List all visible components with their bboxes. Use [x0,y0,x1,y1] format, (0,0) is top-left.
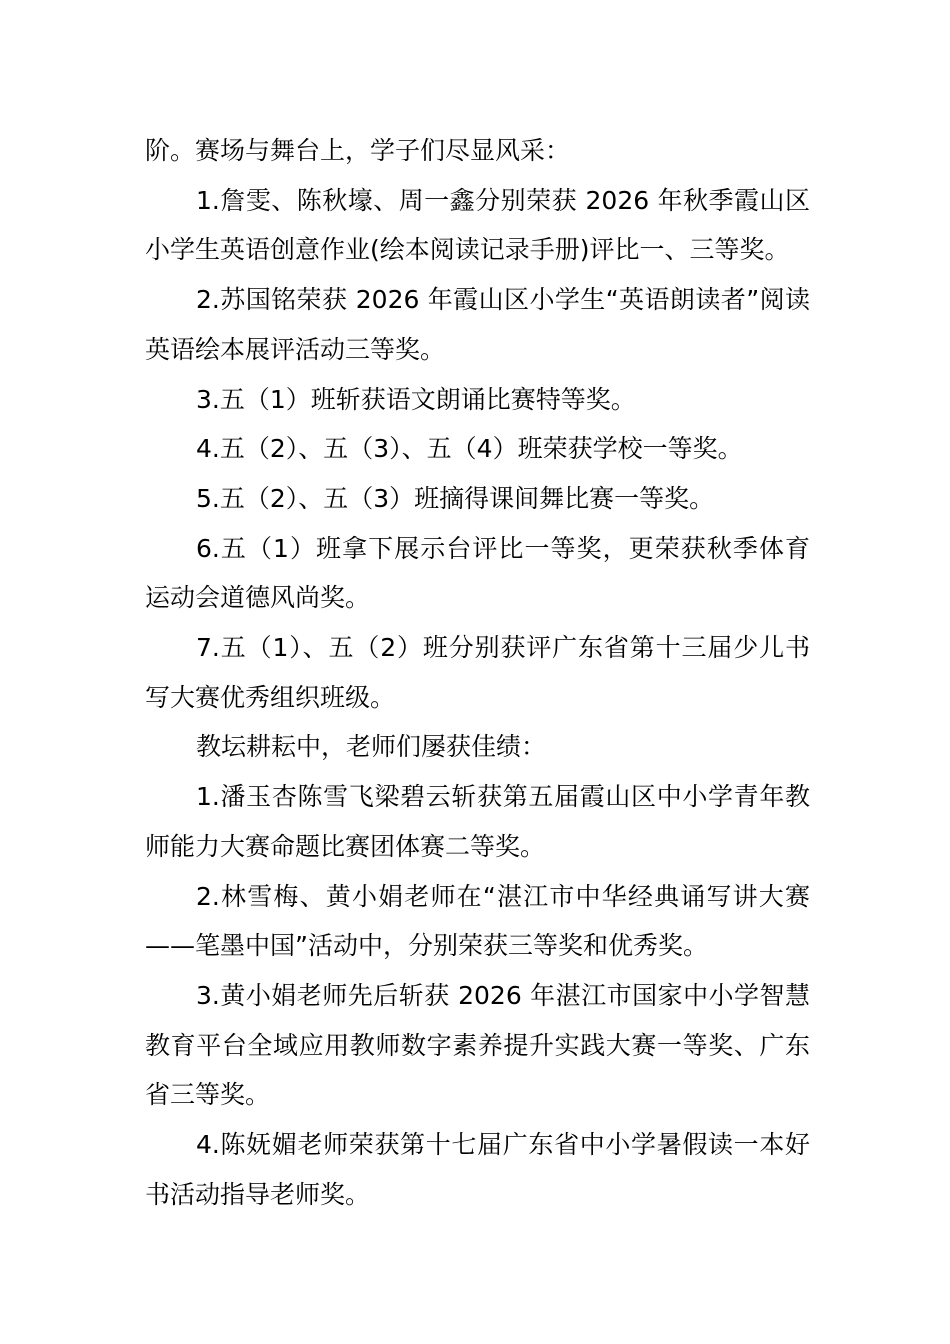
document-body [145,126,810,1219]
paragraph-teacher-award-2: 2.林雪梅、黄小娟老师在“湛江市中华经典诵写讲大赛——笔墨中国”活动中，分别荣获三等奖和优秀奖。 [145,881,810,961]
paragraph-student-award-5: 5.五（2）、五（3）班摘得课间舞比赛一等奖。 [196,483,715,513]
paragraph-student-awards-intro: 阶。赛场与舞台上，学子们尽显风采： [145,136,571,165]
paragraph-student-award-7: 7.五（1）、五（2）班分别获评广东省第十三届少儿书写大赛优秀组织班级。 [145,633,810,712]
paragraph-teacher-award-3: 3.黄小娟老师先后斩获 2026 年湛江市国家中小学智慧教育平台全域应用教师数字素养提升实践大赛一等奖、广东省三等奖。 [145,980,810,1110]
paragraph-student-award-6: 6.五（1）班拿下展示台评比一等奖，更荣获秋季体育运动会道德风尚奖。 [145,533,810,613]
paragraph-teacher-awards-intro: 教坛耕耘中，老师们屡获佳绩： [196,732,547,762]
paragraph-student-award-2: 2.苏国铭荣获 2026 年霞山区小学生“英语朗读者”阅读英语绘本展评活动三等奖。 [145,285,810,364]
paragraph-teacher-award-4: 4.陈妩媚老师荣获第十七届广东省中小学暑假读一本好书活动指导老师奖。 [145,1130,810,1209]
paragraph-student-award-4: 4.五（2）、五（3）、五（4）班荣获学校一等奖。 [196,434,743,464]
paragraph-student-award-3: 3.五（1）班斩获语文朗诵比赛特等奖。 [196,384,636,414]
paragraph-teacher-award-1: 1.潘玉杏陈雪飞梁碧云斩获第五届霞山区中小学青年教师能力大赛命题比赛团体赛二等奖。 [145,782,810,861]
paragraph-student-award-1: 1.詹雯、陈秋壕、周一鑫分别荣获 2026 年秋季霞山区小学生英语创意作业(绘本阅读记录手册)评比一、三等奖。 [145,185,810,265]
